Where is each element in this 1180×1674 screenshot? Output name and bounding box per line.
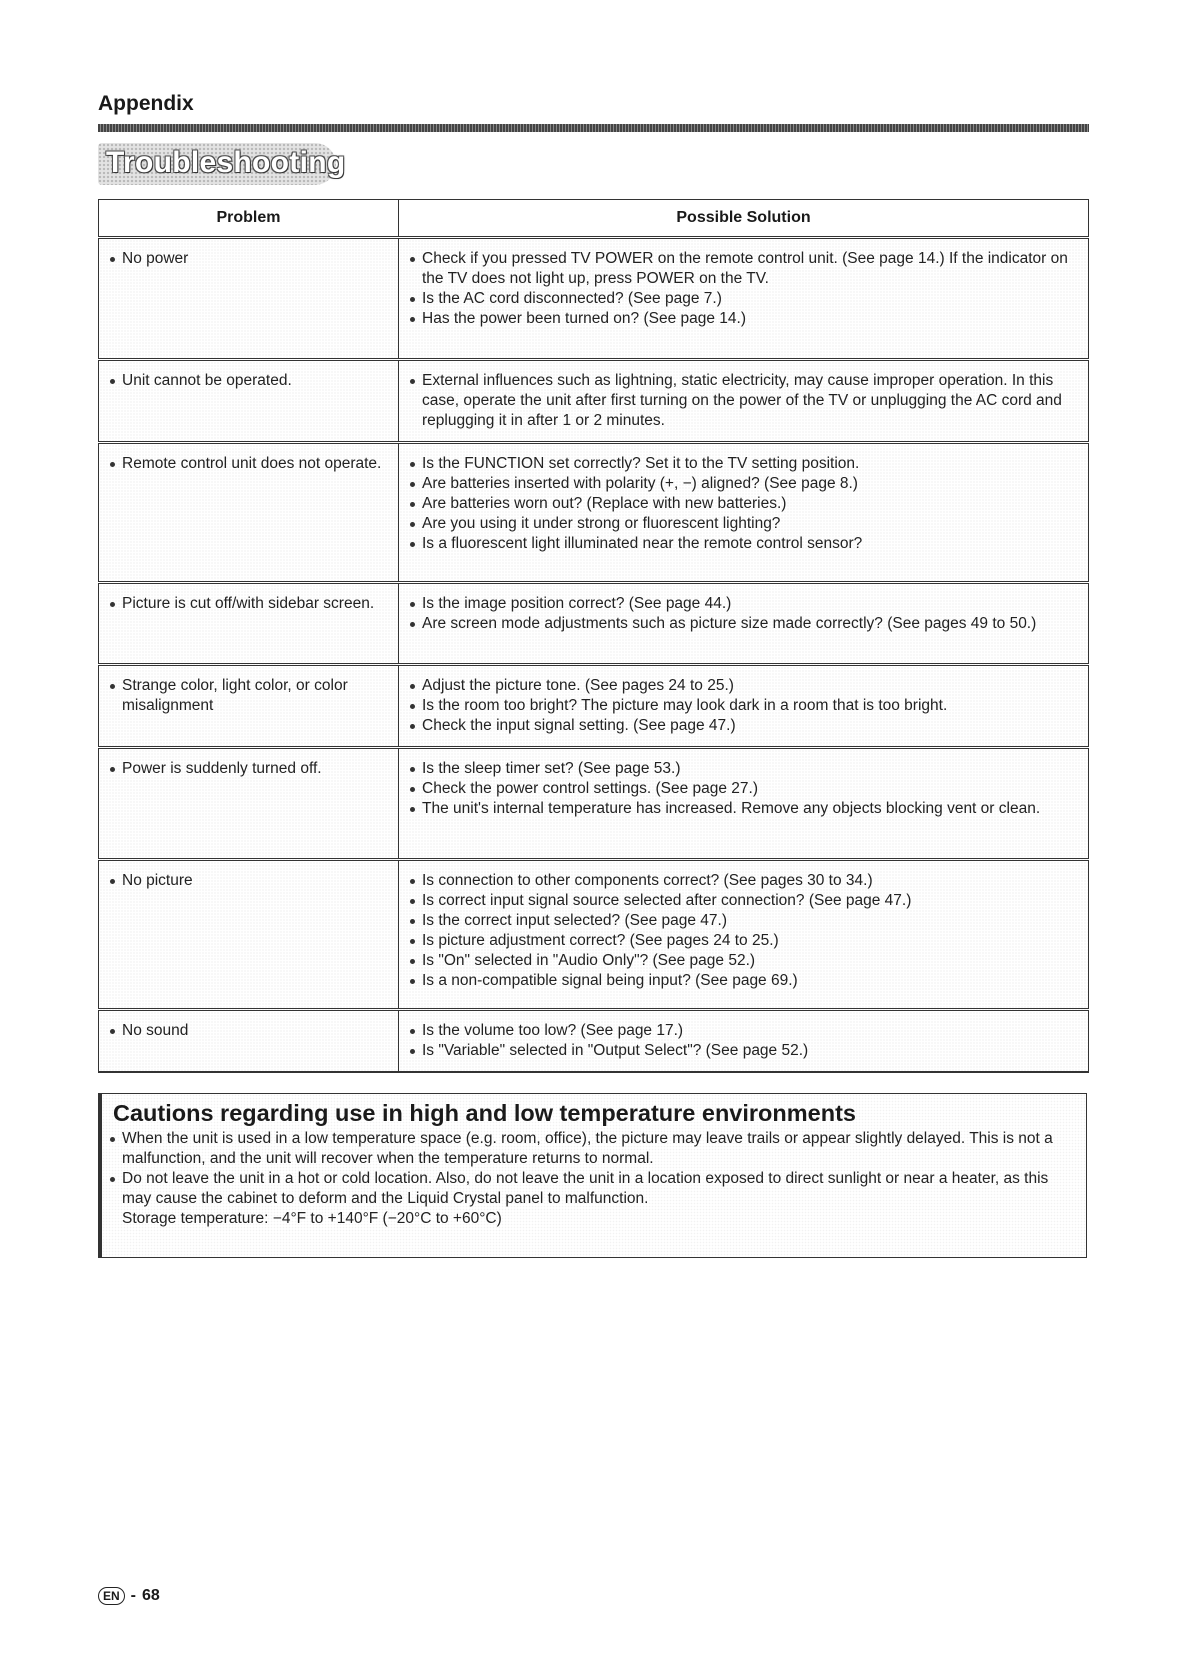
solution-cell	[399, 583, 1089, 665]
problem-cell	[99, 238, 399, 360]
solution-item: Is "On" selected in "Audio Only"? (See page 52.)	[407, 951, 1078, 971]
section-label: Appendix	[98, 92, 194, 115]
header-solution: Possible Solution	[399, 200, 1089, 238]
problem-cell	[99, 360, 399, 443]
problem-text: No picture	[107, 871, 388, 891]
problem-cell	[99, 665, 399, 748]
caution-item: When the unit is used in a low temperature space (e.g. room, office), the picture may leave trails or appear slightly delayed. This is not a malfunction, and the unit will recover when the temperature returns to normal.	[107, 1129, 1076, 1169]
solution-cell	[399, 1010, 1089, 1073]
solution-item: Is the correct input selected? (See page 47.)	[407, 911, 1078, 931]
solution-item: Are you using it under strong or fluorescent lighting?	[407, 514, 1078, 534]
solution-item: Is the FUNCTION set correctly? Set it to the TV setting position.	[407, 454, 1078, 474]
table-header-row	[99, 200, 1089, 238]
problem-cell	[99, 1010, 399, 1073]
solution-item: Is the room too bright? The picture may look dark in a room that is too bright.	[407, 696, 1078, 716]
caution-item: Do not leave the unit in a hot or cold location. Also, do not leave the unit in a location exposed to direct sunlight or near a heater, as this may cause the cabinet to deform and the Liquid Crystal panel to malfunction.	[107, 1169, 1076, 1209]
header-problem: Problem	[99, 200, 399, 238]
solution-item: Is "Variable" selected in "Output Select"? (See page 52.)	[407, 1041, 1078, 1061]
solution-cell	[399, 238, 1089, 360]
solution-item: Are batteries worn out? (Replace with new batteries.)	[407, 494, 1078, 514]
page-separator: -	[130, 1587, 136, 1604]
problem-text: Remote control unit does not operate.	[107, 454, 388, 474]
storage-temperature: Storage temperature: −4°F to +140°F (−20°C to +60°C)	[122, 1210, 502, 1227]
problem-text: Picture is cut off/with sidebar screen.	[107, 594, 388, 614]
problem-text: No power	[107, 249, 388, 269]
solution-item: Is a fluorescent light illuminated near the remote control sensor?	[407, 534, 1078, 554]
title-banner	[98, 143, 346, 185]
solution-item: External influences such as lightning, static electricity, may cause improper operation. In this case, operate the unit after first turning on the power of the TV or unplugging the AC cord and replugging it in after 1 or 2 minutes.	[407, 371, 1078, 431]
solution-item: Has the power been turned on? (See page 14.)	[407, 309, 1078, 329]
solution-item: Is a non-compatible signal being input? (See page 69.)	[407, 971, 1078, 991]
table-row	[99, 748, 1089, 860]
problem-cell	[99, 583, 399, 665]
solution-item: Is the volume too low? (See page 17.)	[407, 1021, 1078, 1041]
solution-item: Are screen mode adjustments such as picture size made correctly? (See pages 49 to 50.)	[407, 614, 1078, 634]
solution-item: Is correct input signal source selected after connection? (See page 47.)	[407, 891, 1078, 911]
page-title: Troubleshooting	[106, 146, 346, 179]
solution-item: Are batteries inserted with polarity (+, −) aligned? (See page 8.)	[407, 474, 1078, 494]
solution-cell	[399, 748, 1089, 860]
language-badge: EN	[98, 1587, 125, 1605]
table-row	[99, 665, 1089, 748]
problem-cell	[99, 860, 399, 1010]
solution-item: The unit's internal temperature has increased. Remove any objects blocking vent or clean.	[407, 799, 1078, 819]
table-row	[99, 860, 1089, 1010]
solution-item: Is picture adjustment correct? (See pages 24 to 25.)	[407, 931, 1078, 951]
cautions-heading: Cautions regarding use in high and low temperature environments	[113, 1100, 856, 1126]
solution-cell	[399, 860, 1089, 1010]
solution-item: Check if you pressed TV POWER on the remote control unit. (See page 14.) If the indicator on the TV does not light up, press POWER on the TV.	[407, 249, 1078, 289]
problem-text: Unit cannot be operated.	[107, 371, 388, 391]
problem-text: Power is suddenly turned off.	[107, 759, 388, 779]
page-number-value: 68	[142, 1587, 160, 1604]
troubleshooting-table	[98, 199, 1089, 1073]
solution-item: Is the image position correct? (See page 44.)	[407, 594, 1078, 614]
section-rule	[98, 124, 1089, 132]
solution-cell	[399, 443, 1089, 583]
problem-text: No sound	[107, 1021, 388, 1041]
table-row	[99, 443, 1089, 583]
problem-text: Strange color, light color, or color misalignment	[107, 676, 388, 716]
table-row	[99, 1010, 1089, 1073]
page-number	[98, 1587, 160, 1605]
solution-cell	[399, 360, 1089, 443]
table-row	[99, 360, 1089, 443]
solution-item: Is connection to other components correct? (See pages 30 to 34.)	[407, 871, 1078, 891]
problem-cell	[99, 443, 399, 583]
problem-cell	[99, 748, 399, 860]
solution-item: Check the input signal setting. (See page 47.)	[407, 716, 1078, 736]
solution-item: Is the sleep timer set? (See page 53.)	[407, 759, 1078, 779]
solution-item: Adjust the picture tone. (See pages 24 to 25.)	[407, 676, 1078, 696]
solution-item: Check the power control settings. (See page 27.)	[407, 779, 1078, 799]
table-row	[99, 238, 1089, 360]
table-row	[99, 583, 1089, 665]
solution-cell	[399, 665, 1089, 748]
solution-item: Is the AC cord disconnected? (See page 7.)	[407, 289, 1078, 309]
cautions-box	[98, 1093, 1087, 1258]
